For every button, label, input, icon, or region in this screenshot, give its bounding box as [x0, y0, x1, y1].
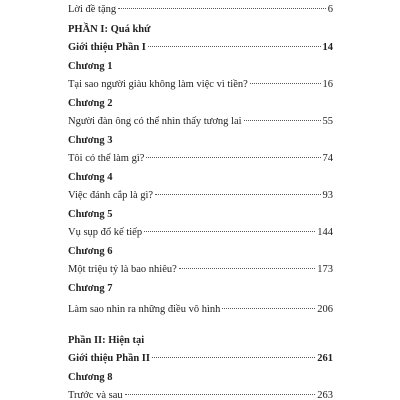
toc-entry-page: 261 [317, 353, 333, 364]
dot-leader [155, 194, 320, 195]
toc-entry-page: 93 [322, 190, 333, 201]
chapter-7-label: Chương 7 [68, 283, 113, 294]
part-1-heading: PHẦN I: Quá khứ [68, 24, 151, 35]
part-2-heading: Phần II: Hiện tại [68, 335, 145, 346]
toc-entry-page: 6 [327, 4, 333, 15]
toc-entry-page: 144 [317, 227, 333, 238]
toc-entry-chapter-5 [68, 225, 333, 241]
dot-leader [179, 268, 315, 269]
toc-entry-page: 206 [317, 304, 333, 315]
toc-entry-chapter-2 [68, 114, 333, 130]
dot-leader [144, 231, 315, 232]
chapter-4-label: Chương 4 [68, 172, 113, 183]
toc-entry-page: 55 [322, 116, 333, 127]
chapter-5-label: Chương 5 [68, 209, 113, 220]
toc-entry-title: Một triệu tỷ là bao nhiêu? [68, 264, 177, 275]
toc-entry-chapter-7 [68, 302, 333, 318]
toc-entry-title: Trước và sau [68, 390, 123, 400]
toc-entry-page: 74 [322, 153, 333, 164]
toc-entry-title: Giới thiệu Phần I [68, 42, 146, 53]
toc-entry-page: 263 [317, 390, 333, 400]
toc-entry-chapter-4 [68, 188, 333, 204]
dot-leader [250, 83, 321, 84]
toc-entry-title: Tại sao người giàu không làm việc vì tiền? [68, 79, 248, 90]
toc-entry-title: Vụ sụp đổ kế tiếp [68, 227, 143, 238]
dot-leader [125, 394, 316, 395]
toc-entry-page: 16 [322, 79, 333, 90]
chapter-8-label: Chương 8 [68, 372, 113, 383]
toc-entry-title: Giới thiệu Phần II [68, 353, 150, 364]
chapter-2-label: Chương 2 [68, 98, 113, 109]
toc-entry-chapter-8 [68, 388, 333, 400]
dot-leader [244, 120, 321, 121]
toc-entry-title: Người đàn ông có thể nhìn thấy tương lai [68, 116, 242, 127]
toc-entry-part-2-intro [68, 351, 333, 367]
toc-entry-dedication [68, 2, 333, 18]
chapter-6-label: Chương 6 [68, 246, 113, 257]
toc-entry-title: Lời đề tặng [68, 4, 117, 15]
toc-entry-page: 14 [322, 42, 333, 53]
toc-entry-chapter-1 [68, 77, 333, 93]
toc-entry-chapter-3 [68, 151, 333, 167]
dot-leader [152, 357, 315, 358]
dot-leader [148, 46, 321, 47]
chapter-3-label: Chương 3 [68, 135, 113, 146]
toc-entry-title: Làm sao nhìn ra những điều vô hình [68, 304, 221, 315]
toc-entry-chapter-6 [68, 262, 333, 278]
dot-leader [222, 308, 315, 309]
toc-entry-title: Việc đánh cắp là gì? [68, 190, 154, 201]
toc-entry-title: Tôi có thể làm gì? [68, 153, 145, 164]
chapter-1-label: Chương 1 [68, 61, 113, 72]
toc-entry-part-1-intro [68, 40, 333, 56]
dot-leader [146, 157, 320, 158]
dot-leader [118, 8, 326, 9]
toc-entry-page: 173 [317, 264, 333, 275]
